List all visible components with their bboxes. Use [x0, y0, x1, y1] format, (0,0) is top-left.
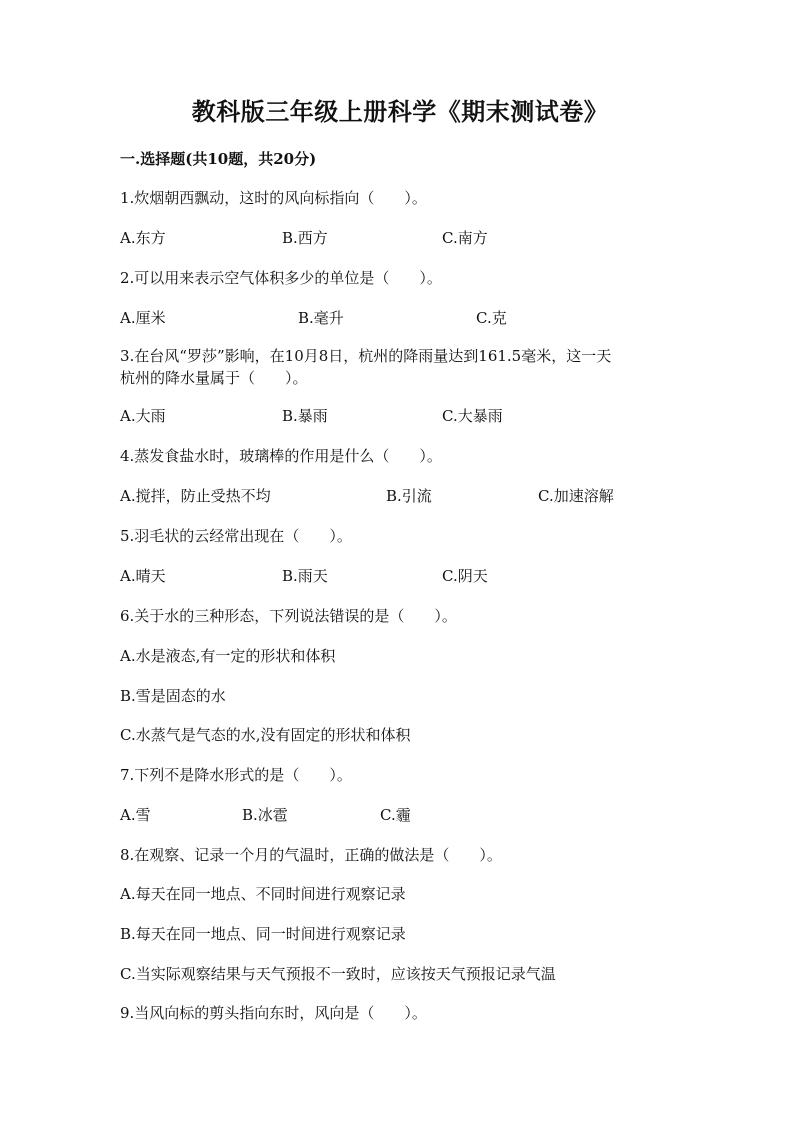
question-5-option-c: C.阴天 [442, 567, 488, 585]
question-3-option-a: A.大雨 [120, 407, 166, 425]
question-4-stem: 4.蒸发食盐水时，玻璃棒的作用是什么（ ）。 [120, 447, 442, 465]
question-6-option-a: A.水是液态,有一定的形状和体积 [120, 647, 336, 665]
question-9-stem: 9.当风向标的剪头指向东时，风向是（ ）。 [120, 1004, 427, 1022]
question-1-option-c: C.南方 [442, 229, 488, 247]
question-8-stem: 8.在观察、记录一个月的气温时，正确的做法是（ ）。 [120, 846, 502, 864]
question-3-stem-line-2: 杭州的降水量属于（ ）。 [120, 369, 308, 387]
question-8-option-c: C.当实际观察结果与天气预报不一致时，应该按天气预报记录气温 [120, 965, 556, 983]
question-2-option-c: C.克 [476, 309, 507, 327]
question-8-option-b: B.每天在同一地点、同一时间进行观察记录 [120, 925, 406, 943]
question-6-option-b: B.雪是固态的水 [120, 687, 226, 705]
question-7-option-a: A.雪 [120, 806, 151, 824]
question-6-stem: 6.关于水的三种形态，下列说法错误的是（ ）。 [120, 607, 457, 625]
question-1-option-b: B.西方 [282, 229, 328, 247]
question-5-option-b: B.雨天 [282, 567, 328, 585]
question-2-option-a: A.厘米 [120, 309, 166, 327]
question-2-stem: 2.可以用来表示空气体积多少的单位是（ ）。 [120, 269, 442, 287]
question-4-option-b: B.引流 [386, 487, 432, 505]
question-1-option-a: A.东方 [120, 229, 166, 247]
question-8-option-a: A.每天在同一地点、不同时间进行观察记录 [120, 885, 406, 903]
page-title: 教科版三年级上册科学《期末测试卷》 [191, 97, 609, 126]
section-heading: 一.选择题(共10题，共20分) [120, 150, 317, 168]
question-7-option-b: B.冰雹 [242, 806, 288, 824]
question-2-option-b: B.毫升 [298, 309, 344, 327]
question-3-stem-line-1: 3.在台风“罗莎”影响，在10月8日，杭州的降雨量达到161.5毫米，这一天 [120, 347, 612, 365]
question-5-option-a: A.晴天 [120, 567, 166, 585]
question-3-option-c: C.大暴雨 [442, 407, 503, 425]
question-7-stem: 7.下列不是降水形式的是（ ）。 [120, 766, 352, 784]
question-5-stem: 5.羽毛状的云经常出现在（ ）。 [120, 527, 352, 545]
question-4-option-c: C.加速溶解 [538, 487, 614, 505]
question-6-option-c: C.水蒸气是气态的水,没有固定的形状和体积 [120, 726, 411, 744]
question-7-option-c: C.霾 [380, 806, 411, 824]
question-4-option-a: A.搅拌，防止受热不均 [120, 487, 271, 505]
question-1-stem: 1.炊烟朝西飘动，这时的风向标指向（ ）。 [120, 189, 427, 207]
question-3-option-b: B.暴雨 [282, 407, 328, 425]
